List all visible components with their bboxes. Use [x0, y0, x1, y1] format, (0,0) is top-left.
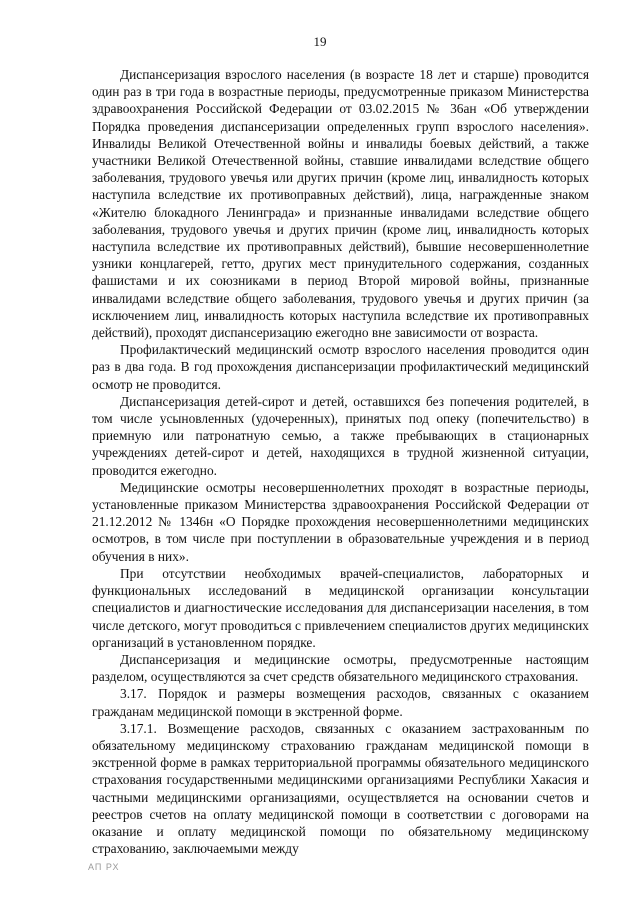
paragraph: 3.17. Порядок и размеры возмещения расходов, связанных с оказанием гражданам медицинской помощи в экстренной форме. [92, 686, 589, 719]
paragraph: Диспансеризация и медицинские осмотры, предусмотренные настоящим разделом, осуществляются за счет средств обязательного медицинского страхования. [92, 651, 589, 685]
paragraph: При отсутствии необходимых врачей-специалистов, лабораторных и функциональных исследований в медицинской организации консультации специалистов и диагностические исследования для диспансеризации населения, в том числе детского, могут проводиться с привлечением специалистов других медицинских организаций в установленном порядке. [92, 565, 589, 650]
paragraph: 3.17.1. Возмещение расходов, связанных с оказанием застрахованным по обязательному медицинскому страхованию гражданам медицинской помощи в экстренной форме в рамках территориальной программы обязательного медицинского страхования государственными медицинскими организациями Республики Хакасия и частными медицинскими организациями, осуществляется на основании счетов и реестров счетов на оплату медицинской помощи в соответствии с договорами на оказание и оплату медицинской помощи по обязательному медицинскому страхованию, заключаемыми между [92, 720, 589, 857]
paragraph: Диспансеризация взрослого населения (в возрасте 18 лет и старше) проводится один раз в три года в возрастные периоды, предусмотренные приказом Министерства здравоохранения Российской Федерации от 03.02.2015 № 36ан «Об утверждении Порядка проведения диспансеризации определенных групп взрослого населения». Инвалиды Великой Отечественной войны и инвалиды боевых действий, а также участники Великой Отечественной войны, ставшие инвалидами вследствие общего заболевания, трудового увечья или других причин (кроме лиц, инвалидность которых наступила вследствие их противоправных действий), лица, награжденные знаком «Жителю блокадного Ленинграда» и признанные инвалидами вследствие общего заболевания, трудового увечья и других причин (кроме лиц, инвалидность которых наступила вследствие их противоправных действий), бывшие несовершеннолетние узники концлагерей, гетто, других мест принудительного содержания, созданных фашистами и их союзниками в период Второй мировой войны, признанные инвалидами вследствие общего заболевания, трудового увечья и других причин (за исключением лиц, инвалидность которых наступила вследствие их противоправных действий), проходят диспансеризацию ежегодно вне зависимости от возраста. [92, 67, 589, 341]
paragraph: Диспансеризация детей-сирот и детей, оставшихся без попечения родителей, в том числе усыновленных (удочеренных), принятых под опеку (попечительство) в приемную или патронатную семью, а также пребывающих в стационарных учреждениях детей-сирот и детей, находящихся в трудной жизненной ситуации, проводится ежегодно. [92, 393, 589, 478]
paragraph: Профилактический медицинский осмотр взрослого населения проводится один раз в два года. В год прохождения диспансеризации профилактический медицинский осмотр не проводится. [92, 342, 589, 392]
footer-mark: АП РХ [88, 862, 120, 872]
body-text [92, 66, 589, 857]
page-number: 19 [313, 34, 327, 49]
paragraph: Медицинские осмотры несовершеннолетних проходят в возрастные периоды, установленные приказом Министерства здравоохранения Российской Федерации от 21.12.2012 № 1346н «О Порядке прохождения несовершеннолетними медицинских осмотров, в том числе при поступлении в образовательные учреждения и в период обучения в них». [92, 479, 589, 564]
